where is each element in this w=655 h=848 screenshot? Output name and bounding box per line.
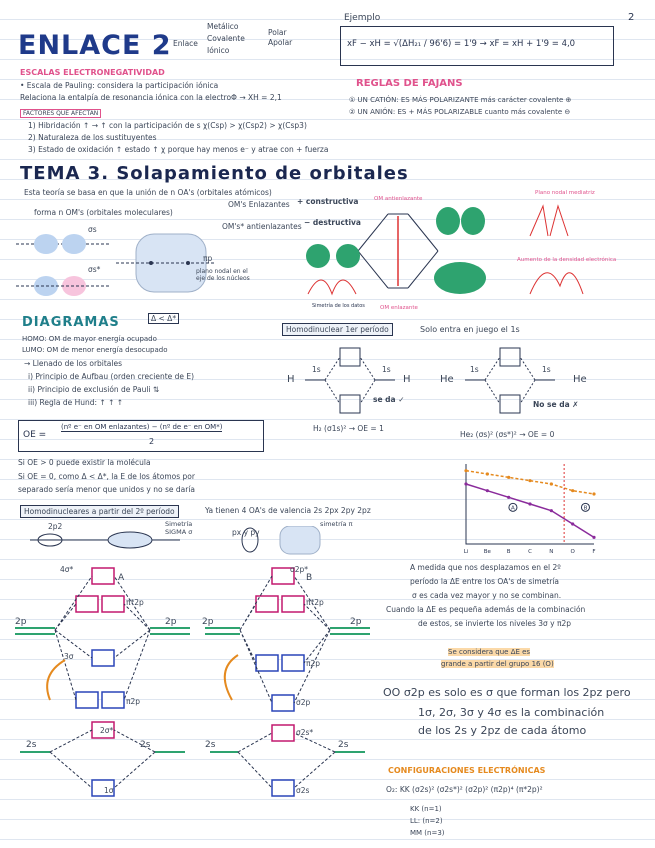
explanation-line3: σ es cada vez mayor y no se combinan. (412, 591, 562, 600)
chart-point (571, 489, 574, 492)
example-label: Ejemplo (344, 13, 381, 23)
h-right-label: H (403, 374, 411, 385)
rule-pauli: ii) Principio de exclusión de Pauli ⇅ (28, 385, 160, 394)
he-left-label: He (440, 374, 454, 385)
aumento-densidad: Aumento de la densidad electrónica (517, 257, 617, 263)
chart-x-tick: N (549, 549, 554, 555)
chart-point (486, 489, 489, 492)
chart-point (464, 482, 467, 485)
configuraciones-heading: CONFIGURACIONES ELECTRÓNICAS (388, 766, 546, 775)
page-number: 2 (628, 12, 635, 23)
escalas-heading: ESCALAS ELECTRONEGATIVIDAD (20, 68, 165, 77)
b-pi2p: π2p (306, 659, 321, 668)
chart-x-tick: C (528, 549, 532, 555)
explanation-line2: período la ΔE entre los OA's de simetría (410, 577, 560, 586)
factor-2: 2) Naturaleza de los sustituyentes (28, 133, 157, 142)
plano-nodal-label: plano nodal en el eje de los núcleos (196, 268, 250, 282)
constructiva: + constructiva (297, 197, 359, 206)
mo-diagram-b (205, 568, 370, 796)
orbital-sketches (16, 226, 216, 304)
valencia-line: Ya tienen 4 OA's de valencia 2s 2px 2py 2pz (205, 506, 371, 515)
h2-he2-diagrams (280, 340, 640, 430)
explanation-line1: A medida que nos desplazamos en el 2º (410, 563, 561, 572)
mo-figure (298, 196, 648, 306)
apolar-label: Apolar (268, 38, 293, 47)
solo-entra: Solo entra en juego el 1s (420, 325, 520, 334)
a-sigma4: 4σ* (60, 565, 74, 574)
example-formula: xF − xH = √(ΔH₂₁ / 96'6) = 1'9 → xF = xH + 1'9 = 4,0 (347, 39, 576, 49)
chart-point (528, 479, 531, 482)
chart-x-tick: F (592, 549, 596, 555)
tema3-title: TEMA 3. Solapamiento de orbitales (20, 163, 409, 184)
polar-label: Polar (268, 28, 287, 37)
b-2s-left: 2s (205, 740, 216, 750)
b-2p-left: 2p (202, 617, 214, 627)
sigma2p-note2: 1σ, 2σ, 3σ y 4σ es la combinación (418, 706, 605, 719)
b-pi2p-star: π*2p (306, 598, 324, 607)
b-sigma2s-star: σ2s* (296, 728, 314, 737)
chart-point (486, 472, 489, 475)
sigma2p-note3: de los 2s y 2pz de cada átomo (418, 724, 587, 737)
pi-p-label: πp (203, 254, 213, 263)
chart-marker-label: B (583, 505, 588, 512)
homodinuclear1-heading: Homodinuclear 1er período (282, 323, 393, 336)
escalas-line1: • Escala de Pauling: considera la participación iónica (20, 81, 219, 90)
fajans-heading: REGLAS DE FAJANS (356, 78, 463, 89)
explanation-note2: grande a partir del grupo 16 (O) (441, 660, 554, 668)
oe-denominator: 2 (149, 437, 155, 446)
fajans-rule2: ② UN ANIÓN: ES + MÁS POLARIZABLE cuanto más covalente ⊖ (349, 108, 571, 116)
diagramas-heading: DIAGRAMAS (22, 315, 120, 330)
chart-x-tick: Be (483, 549, 491, 555)
simetria-datos: Simetría de los datos (312, 303, 365, 309)
destructiva: − destructiva (304, 218, 361, 227)
tema3-line2: forma n OM's (orbitales moleculares) (34, 208, 173, 217)
b-sigma2s: σ2s (296, 786, 310, 795)
om-enlazante-label: OM enlazante (380, 305, 418, 311)
se-da: se da ✓ (373, 395, 405, 404)
oe-note3: separado sería menor que unidos y no se daría (18, 485, 196, 494)
b-2p-right: 2p (350, 617, 362, 627)
tema3-line1: Esta teoría se basa en que la unión de n OA's (orbitales atómicos) (24, 188, 272, 197)
h-left-label: H (287, 374, 295, 385)
kk-shell: KK (n=1) (410, 805, 442, 813)
page-title: ENLACE 2 (18, 30, 172, 61)
chart-x-tick: O (570, 549, 575, 555)
om-antienlazantes: OM's* antienlazantes (222, 222, 302, 231)
type-ionico: Iónico (207, 46, 230, 55)
a-label: A (118, 573, 125, 583)
lumo-line: LUMO: OM de menor energía desocupado (22, 346, 168, 354)
plano-nodal-mediatriz: Plano nodal mediatriz (535, 190, 595, 196)
type-metalico: Metálico (207, 22, 239, 31)
energy-chart (452, 458, 602, 558)
a-pi2p: π2p (126, 697, 141, 706)
llenado-line: → Llenado de los orbitales (24, 359, 123, 368)
he-1s-right: 1s (542, 365, 551, 374)
explanation-line4: Cuando la ΔE es pequeña además de la combinación (386, 605, 586, 614)
chart-point (528, 502, 531, 505)
rule-aufbau: i) Principio de Aufbau (orden creciente de E) (28, 372, 195, 381)
oe-label: OE = (23, 430, 47, 440)
explanation-line5: de estos, se invierte los niveles 3σ y π2p (418, 619, 572, 628)
factor-1: 1) Hibridación ↑ → ↑ con la participación de s χ(Csp) > χ(Csp2) > χ(Csp3) (28, 121, 307, 130)
chart-point (550, 482, 553, 485)
a-sigma2-star: 2σ* (100, 726, 114, 735)
factores-heading: FACTORES QUE AFECTAN (20, 109, 101, 118)
rule-hund: iii) Regla de Hund: ↑ ↑ ↑ (28, 398, 124, 407)
px-py: px y py (232, 528, 260, 537)
example-box (340, 26, 614, 66)
chart-point (507, 476, 510, 479)
label-2p2: 2p2 (48, 522, 63, 531)
h-1s-right: 1s (382, 365, 391, 374)
chart-series-line-0 (466, 484, 594, 537)
sigma-s-label: σs (88, 225, 97, 234)
a-2p-left: 2p (15, 617, 27, 627)
h-1s-left: 1s (312, 365, 321, 374)
oe-formula-box (18, 420, 264, 452)
chart-point (550, 509, 553, 512)
chart-point (592, 492, 595, 495)
factor-3: 3) Estado de oxidación ↑ estado ↑ χ porque hay menos e⁻ y atrae con + fuerza (28, 145, 329, 154)
mo-diagram-a (15, 568, 190, 796)
b-2s-right: 2s (338, 740, 349, 750)
he2-formula: He₂ (σs)² (σs*)² → OE = 0 (460, 430, 555, 439)
enlace-label: Enlace (173, 39, 198, 48)
he-right-label: He (573, 374, 587, 385)
b-sigma2p-star: σ2p* (290, 565, 309, 574)
om-antienlazante-label: OM antienlazante (374, 196, 423, 202)
simetria-pi: simetría π (320, 520, 353, 528)
mo-diagrams (10, 560, 390, 810)
oe-note1: Si OE > 0 puede existir la molécula (18, 458, 151, 467)
type-covalente: Covalente (207, 34, 245, 43)
explanation-note1: Se considera que ΔE es (448, 648, 531, 656)
homodinuclear2-heading: Homodinucleares a partir del 2º período (20, 505, 179, 518)
delta-box: Δ < Δ* (148, 313, 179, 324)
he-1s-left: 1s (470, 365, 479, 374)
chart-x-tick: Li (463, 549, 469, 555)
oe-note2: Si OE = 0, como Δ < Δ*, la E de los átomos por (18, 472, 195, 481)
sigma2p-note1: OO σ2p es solo es σ que forman los 2pz pero (383, 686, 631, 699)
a-pi2p-star: π*2p (126, 598, 144, 607)
no-se-da: No se da ✗ (533, 400, 579, 409)
b-label: B (306, 573, 313, 583)
a-2p-right: 2p (165, 617, 177, 627)
sigma-s-star-label: σs* (88, 265, 101, 274)
h2-formula: H₂ (σ1s)² → OE = 1 (313, 424, 384, 433)
chart-point (571, 522, 574, 525)
chart-x-tick: B (506, 549, 511, 555)
b-sigma2p: σ2p (296, 698, 311, 707)
a-sigma1: 1σ (104, 786, 114, 795)
fajans-rule1: ① UN CATIÓN: ES MÁS POLARIZANTE más carácter covalente ⊕ (349, 96, 572, 104)
oe-numerator: (nº e⁻ en OM enlazantes) − (nº de e⁻ en OM*) (61, 423, 223, 431)
a-2s-left: 2s (26, 740, 37, 750)
simetria-sigma: Simetría SIGMA σ (165, 520, 193, 536)
chart-marker-label: A (511, 505, 515, 512)
chart-point (592, 536, 595, 539)
homo-line: HOMO: OM de mayor energía ocupado (22, 335, 157, 343)
a-sigma3: 3σ (64, 652, 74, 661)
a-2s-right: 2s (140, 740, 151, 750)
chart-point (464, 469, 467, 472)
ll-shell: LL: (n=2) (410, 817, 443, 825)
om-enlazantes: OM's Enlazantes (228, 200, 290, 209)
escalas-line2: Relaciona la entalpía de resonancia iónica con la electroΦ → XH = 2,1 (20, 93, 282, 102)
mm-shell: MM (n=3) (410, 829, 445, 837)
o2-configuration: O₂: KK (σ2s)² (σ2s*)² (σ2p)² (π2p)⁴ (π*2p)² (386, 785, 543, 794)
chart-point (507, 496, 510, 499)
